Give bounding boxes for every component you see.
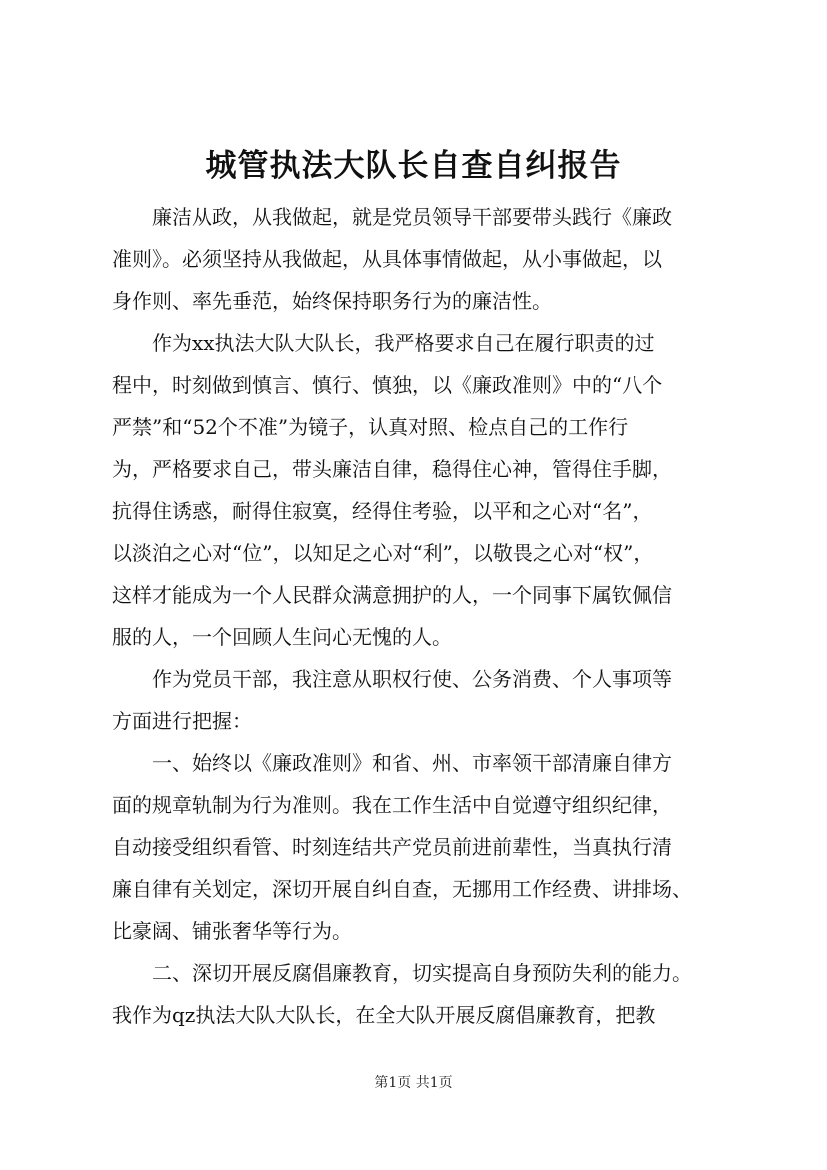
- paragraph-line: 为，严格要求自己，带头廉洁自律，稳得住心神，管得住手脚，: [112, 457, 672, 481]
- page-number-footer: 第1页 共1页: [374, 1075, 453, 1091]
- paragraph-line: 自动接受组织看管、时刻连结共产党员前进前辈性，当真执行清: [112, 835, 672, 859]
- paragraph-line: 比豪阔、铺张奢华等行为。: [112, 919, 352, 943]
- paragraph-line: 这样才能成为一个人民群众满意拥护的人，一个同事下属钦佩信: [112, 583, 672, 607]
- document-body: [112, 196, 727, 1036]
- paragraph-line: 程中，时刻做到慎言、慎行、慎独，以《廉政准则》中的“八个: [112, 373, 663, 397]
- paragraph-line: 面的规章轨制为行为准则。我在工作生活中自觉遵守组织纪律，: [112, 793, 672, 817]
- paragraph-line: 我作为qz执法大队大队长，在全大队开展反腐倡廉教育，把教: [112, 1003, 656, 1027]
- paragraph-line: 二、深切开展反腐倡廉教育，切实提高自身预防失利的能力。: [152, 961, 692, 985]
- paragraph-line: 抗得住诱惑，耐得住寂寞，经得住考验，以平和之心对“名”，: [112, 499, 653, 523]
- paragraph-line: 作为党员干部，我注意从职权行使、公务消费、个人事项等: [152, 667, 672, 691]
- paragraph-line: 作为xx执法大队大队长，我严格要求自己在履行职责的过: [152, 331, 655, 355]
- paragraph-line: 严禁”和“52个不准”为镜子，认真对照、检点自己的工作行: [112, 415, 629, 439]
- paragraph-line: 廉洁从政，从我做起，就是党员领导干部要带头践行《廉政: [152, 205, 672, 229]
- document-title: 城管执法大队长自查自纠报告: [205, 148, 622, 184]
- paragraph-line: 廉自律有关划定，深切开展自纠自查，无挪用工作经费、讲排场、: [112, 877, 692, 901]
- paragraph-line: 准则》。必须坚持从我做起，从具体事情做起，从小事做起，以: [112, 247, 662, 271]
- paragraph-line: 以淡泊之心对“位”，以知足之心对“利”，以敬畏之心对“权”，: [112, 541, 654, 565]
- paragraph-line: 服的人，一个回顾人生问心无愧的人。: [112, 625, 452, 649]
- paragraph-line: 方面进行把握：: [112, 709, 252, 733]
- paragraph-line: 一、始终以《廉政准则》和省、州、市率领干部清廉自律方: [152, 751, 672, 775]
- paragraph-line: 身作则、率先垂范，始终保持职务行为的廉洁性。: [112, 289, 552, 313]
